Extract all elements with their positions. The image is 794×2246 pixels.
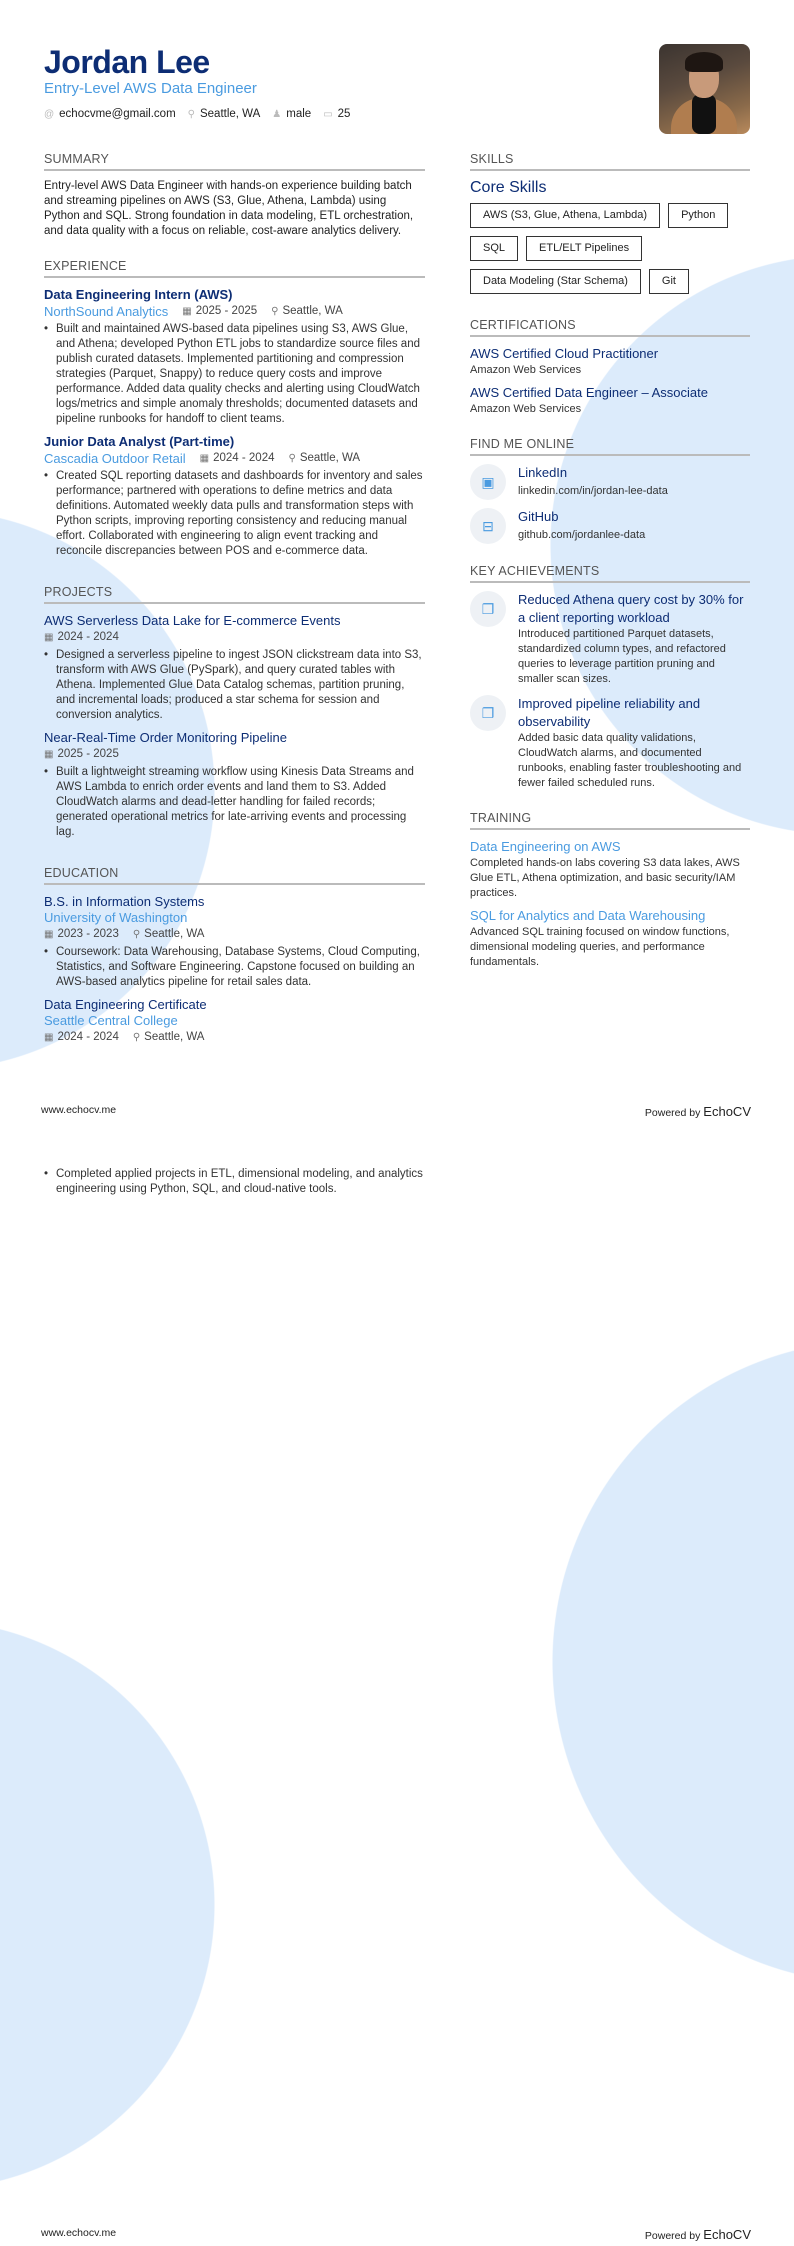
calendar-icon: ▦ <box>199 453 210 464</box>
section-heading: SKILLS <box>470 152 750 171</box>
powered-by: Powered by <box>644 1107 701 1119</box>
location: Seattle, WA <box>144 1031 205 1043</box>
role-title: Data Engineering Intern (AWS) <box>44 287 233 302</box>
achievement-item <box>470 695 750 791</box>
skill-tag: SQL <box>470 236 518 261</box>
link-url[interactable]: github.com/jordanlee-data <box>518 529 646 541</box>
page-footer <box>41 2227 751 2242</box>
dates: 2024 - 2024 <box>213 452 275 464</box>
bullet: • Completed applied projects in ETL, dimensional modeling, and analytics engineering using Python, SQL, and cloud-native tools. <box>44 1167 425 1197</box>
location: Seattle, WA <box>299 452 361 464</box>
dates: 2024 - 2024 <box>57 631 119 643</box>
location-pin-icon: ⚲ <box>187 109 195 120</box>
candidate-name: Jordan Lee <box>44 44 210 80</box>
brand: EchoCV <box>703 2227 751 2242</box>
right-column <box>470 152 750 990</box>
link-title[interactable]: LinkedIn <box>518 465 568 480</box>
bullet: • Built a lightweight streaming workflow using Kinesis Data Streams and AWS Lambda to enrich order events and land them to S3. Added CloudWatch alarms and dead-letter handling for failed records; generated operational metrics for late-arriving events and processing lag. <box>44 765 425 840</box>
project-title: Near-Real-Time Order Monitoring Pipeline <box>44 730 287 745</box>
summary-text: Entry-level AWS Data Engineer with hands-on experience building batch and streaming pipelines on AWS (S3, Glue, Athena, Lambda) using Python and SQL. Strong foundation in data modeling, ETL orchestration, and data quality with a focus on reliable, cost-aware analytics delivery. <box>44 180 414 237</box>
achievement-item <box>470 591 750 687</box>
achievement-title: Reduced Athena query cost by 30% for a client reporting workload <box>518 592 744 625</box>
linkedin-icon: ▣ <box>470 464 506 500</box>
section-heading: FIND ME ONLINE <box>470 437 750 456</box>
section-heading: SUMMARY <box>44 152 425 171</box>
at-icon: @ <box>44 109 55 120</box>
achievement-title: Improved pipeline reliability and observability <box>518 696 701 729</box>
online-item[interactable] <box>470 464 750 500</box>
location: Seattle, WA <box>282 305 343 317</box>
page-footer <box>41 1104 751 1119</box>
calendar-icon: ▭ <box>323 109 333 120</box>
skill-tag: ETL/ELT Pipelines <box>526 236 642 261</box>
section-heading: CERTIFICATIONS <box>470 318 750 337</box>
continued-education <box>44 1167 425 1197</box>
company: NorthSound Analytics <box>44 303 169 319</box>
age: 25 <box>337 108 351 120</box>
link-title[interactable]: GitHub <box>518 509 559 524</box>
link-url[interactable]: linkedin.com/in/jordan-lee-data <box>518 485 668 497</box>
footer-site[interactable]: www.echocv.me <box>41 2227 117 2239</box>
experience-item <box>44 433 425 559</box>
skill-tag: Git <box>649 269 689 294</box>
cert-issuer: Amazon Web Services <box>470 364 582 376</box>
achievement-desc: Introduced partitioned Parquet datasets, standardized column types, and refactored queries to leverage partition pruning and smaller scan sizes. <box>518 628 726 685</box>
calendar-icon: ▦ <box>44 929 54 940</box>
skill-tag: AWS (S3, Glue, Athena, Lambda) <box>470 203 660 228</box>
location-pin-icon: ⚲ <box>132 929 141 940</box>
location: Seattle, WA <box>199 108 261 120</box>
section-heading: EDUCATION <box>44 866 425 885</box>
profile-photo <box>659 44 750 134</box>
location-pin-icon: ⚲ <box>288 453 296 464</box>
skill-group-title: Core Skills <box>470 179 547 196</box>
footer-site[interactable]: www.echocv.me <box>41 1104 117 1116</box>
location-pin-icon: ⚲ <box>132 1032 141 1043</box>
document-icon: ❐ <box>470 591 506 627</box>
section-heading: PROJECTS <box>44 585 425 604</box>
summary-section <box>44 152 425 239</box>
bullet: • Coursework: Data Warehousing, Database Systems, Cloud Computing, Statistics, and Software Engineering. Capstone focused on building an AWS-based analytics pipeline for retail sales data. <box>44 945 425 990</box>
job-title: Entry-Level AWS Data Engineer <box>44 80 257 97</box>
calendar-icon: ▦ <box>182 306 192 317</box>
degree: Data Engineering Certificate <box>44 997 207 1012</box>
calendar-icon: ▦ <box>44 1032 54 1043</box>
bullet: • Designed a serverless pipeline to ingest JSON clickstream data into S3, transform with AWS Glue (PySpark), and query curated tables with Athena. Implemented Glue Data Catalog schemas, partition pruning, and incremental loads; produced a star schema for session and conversion analytics. <box>44 648 425 723</box>
education-section <box>44 866 425 1046</box>
calendar-icon: ▦ <box>44 749 54 760</box>
bullet: • Built and maintained AWS-based data pipelines using S3, AWS Glue, and Athena; developed Python ETL jobs to standardize source files and publish curated datasets. Implemented partitioning and compression strategies (Parquet, Snappy) to reduce query costs and improve performance. Added data quality checks and alerting using CloudWatch logs/metrics and simple anomaly thresholds; documented datasets and pipeline runbooks for handoff to client teams. <box>44 322 425 427</box>
school: Seattle Central College <box>44 1013 178 1028</box>
document-icon: ❐ <box>470 695 506 731</box>
training-desc: Advanced SQL training focused on window functions, dimensional modeling queries, and performance fundamentals. <box>470 926 730 968</box>
section-heading: TRAINING <box>470 811 750 830</box>
dates: 2025 - 2025 <box>57 748 119 760</box>
brand: EchoCV <box>703 1104 751 1119</box>
role-title: Junior Data Analyst (Part-time) <box>44 434 235 449</box>
training-title: SQL for Analytics and Data Warehousing <box>470 908 706 923</box>
location-pin-icon: ⚲ <box>271 306 279 317</box>
dates: 2024 - 2024 <box>57 1031 119 1043</box>
company: Cascadia Outdoor Retail <box>44 450 186 466</box>
online-item[interactable] <box>470 508 750 544</box>
person-icon: ♟ <box>272 109 282 120</box>
cert-issuer: Amazon Web Services <box>470 403 582 415</box>
dates: 2023 - 2023 <box>57 928 119 940</box>
achievements-section <box>470 564 750 791</box>
cert-name: AWS Certified Cloud Practitioner <box>470 346 659 361</box>
projects-section <box>44 585 425 840</box>
location: Seattle, WA <box>144 928 205 940</box>
left-column <box>44 152 425 1066</box>
calendar-icon: ▦ <box>44 632 54 643</box>
skills-section <box>470 152 750 294</box>
online-section <box>470 437 750 544</box>
github-icon: ⊟ <box>470 508 506 544</box>
training-section <box>470 811 750 970</box>
section-heading: KEY ACHIEVEMENTS <box>470 564 750 583</box>
dates: 2025 - 2025 <box>195 305 258 317</box>
cert-name: AWS Certified Data Engineer – Associate <box>470 385 708 400</box>
gender: male <box>286 108 312 120</box>
training-title: Data Engineering on AWS <box>470 839 621 854</box>
training-desc: Completed hands-on labs covering S3 data lakes, AWS Glue ETL, Athena optimization, and basic security/IAM practices. <box>470 857 740 899</box>
bullet: • Created SQL reporting datasets and dashboards for inventory and sales performance; partnered with operations to define metrics and data definitions. Automated weekly data pulls and transformation steps with Python scripts, improving reporting consistency and reducing manual effort. Collaborated with engineering to align event tracking and reconcile discrepancies between POS and e-commerce data. <box>44 469 425 559</box>
achievement-desc: Added basic data quality validations, CloudWatch alarms, and documented runbooks, enabling faster troubleshooting and fewer failed scheduled runs. <box>518 732 742 789</box>
school: University of Washington <box>44 910 188 925</box>
certifications-section <box>470 318 750 417</box>
project-title: AWS Serverless Data Lake for E-commerce Events <box>44 613 341 628</box>
powered-by: Powered by <box>644 2230 701 2242</box>
section-heading: EXPERIENCE <box>44 259 425 278</box>
degree: B.S. in Information Systems <box>44 894 205 909</box>
experience-section <box>44 259 425 559</box>
skill-tag: Python <box>668 203 728 228</box>
contact-row <box>44 108 350 120</box>
skill-tag: Data Modeling (Star Schema) <box>470 269 641 294</box>
email[interactable]: echocvme@gmail.com <box>59 108 176 120</box>
experience-item <box>44 286 425 427</box>
